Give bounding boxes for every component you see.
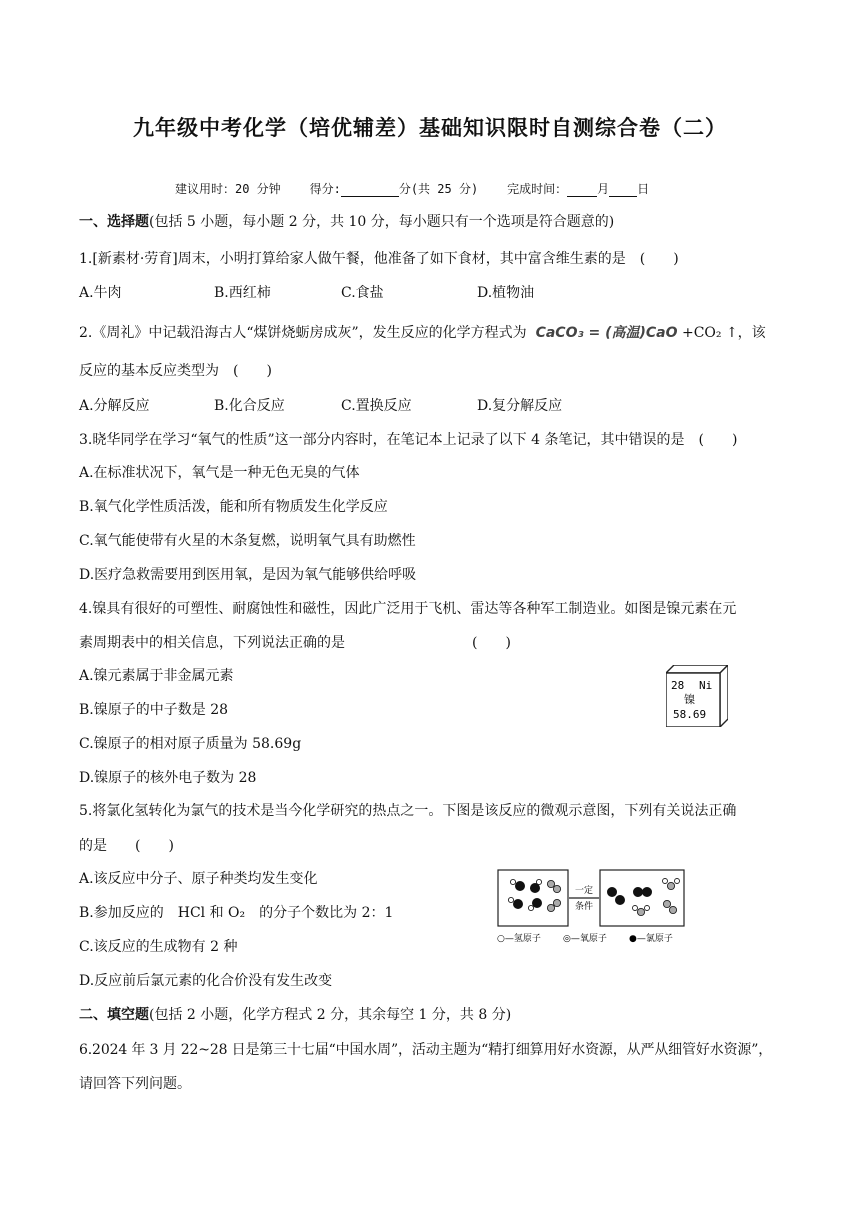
score-label: 得分: <box>309 182 341 196</box>
suggested-time: 建议用时：20 分钟 <box>175 182 281 196</box>
q5-option-d[interactable]: D.反应前后氯元素的化合价没有发生改变 <box>79 973 333 989</box>
q4-option-c[interactable]: C.镍原子的相对原子质量为 58.69g <box>79 736 302 752</box>
section1-heading <box>79 211 614 231</box>
q5-option-b[interactable]: B.参加反应的 HCl 和 O₂ 的分子个数比为 2：1 <box>79 905 394 921</box>
q4-answer-paren: ( ) <box>472 635 511 651</box>
day-label: 日 <box>637 182 650 196</box>
q1-stem: 1.[新素材·劳育]周末，小明打算给家人做午餐，他准备了如下食材，其中富含维生素的是 ( ) <box>79 251 679 267</box>
q4-stem: 4.镍具有很好的可塑性、耐腐蚀性和磁性，因此广泛用于飞机、雷达等各种军工制造业。如图是镍元素在元 <box>79 601 737 617</box>
q1-option-d[interactable]: D.植物油 <box>477 285 535 301</box>
exam-meta <box>175 180 649 197</box>
q2-option-b[interactable]: B.化合反应 <box>214 398 285 414</box>
finish-label: 完成时间： <box>507 182 568 196</box>
section2-heading <box>79 1004 511 1024</box>
q2-option-c[interactable]: C.置换反应 <box>341 398 412 414</box>
q2-stem <box>79 322 766 342</box>
q5-stem-2: 的是 ( ) <box>79 838 174 854</box>
q3-option-a[interactable]: A.在标准状况下，氧气是一种无色无臭的气体 <box>79 465 360 481</box>
month-label: 月 <box>597 182 610 196</box>
q6-stem-2: 请回答下列问题。 <box>79 1076 191 1092</box>
day-blank[interactable] <box>609 184 637 197</box>
section2-note: (包括 2 小题，化学方程式 2 分，其余每空 1 分，共 8 分) <box>149 1007 512 1023</box>
section1-note: (包括 5 小题，每小题 2 分，共 10 分，每小题只有一个选项是符合题意的) <box>149 214 615 230</box>
condition-line-2: 条件 <box>574 902 594 912</box>
q2-stem-2: 反应的基本反应类型为 ( ) <box>79 363 272 379</box>
q3-option-b[interactable]: B.氧气化学性质活泼，能和所有物质发生化学反应 <box>79 499 388 515</box>
nickel-element-card <box>666 665 728 727</box>
reactants-box <box>498 870 568 926</box>
q4-option-b[interactable]: B.镍原子的中子数是 28 <box>79 702 229 718</box>
element-number: 28 <box>671 679 685 692</box>
q2-formula: CaCO₃ = (高温)CaO <box>535 325 678 341</box>
q1-option-b[interactable]: B.西红柿 <box>214 285 271 301</box>
q5-option-a[interactable]: A.该反应中分子、原子种类均发生变化 <box>79 871 318 887</box>
q2-stem-tail: +CO₂ ↑，该 <box>681 325 766 341</box>
page-title: 九年级中考化学（培优辅差）基础知识限时自测综合卷（二） <box>133 116 727 140</box>
q2-option-d[interactable]: D.复分解反应 <box>477 398 563 414</box>
condition-line-1: 一定 <box>574 886 594 896</box>
q1-option-a[interactable]: A.牛肉 <box>79 285 122 301</box>
element-symbol: Ni <box>699 679 713 692</box>
legend-chlorine: ●—氯原子 <box>629 934 673 944</box>
section1-title: 一、选择题 <box>79 214 149 230</box>
products-box <box>600 870 684 926</box>
q4-option-a[interactable]: A.镍元素属于非金属元素 <box>79 668 234 684</box>
section2-title: 二、填空题 <box>79 1007 149 1023</box>
q3-option-d[interactable]: D.医疗急救需要用到医用氧，是因为氧气能够供给呼吸 <box>79 567 417 583</box>
q5-stem: 5.将氯化氢转化为氯气的技术是当今化学研究的热点之一。下图是该反应的微观示意图，下列有关说法正确 <box>79 803 737 819</box>
q4-option-d[interactable]: D.镍原子的核外电子数为 28 <box>79 770 257 786</box>
score-blank[interactable] <box>341 184 399 197</box>
legend-oxygen: ◎—氧原子 <box>563 934 607 944</box>
element-mass: 58.69 <box>673 708 707 721</box>
q4-stem-2 <box>79 632 511 652</box>
month-blank[interactable] <box>567 184 597 197</box>
q3-stem: 3.晓华同学在学习“氧气的性质”这一部分内容时，在笔记本上记录了以下 4 条笔记，其中错误的是 ( ) <box>79 432 738 448</box>
q2-stem-text: 2.《周礼》中记载沿海古人“煤饼烧蛎房成灰”，发生反应的化学方程式为 <box>79 325 527 341</box>
legend-hydrogen: ○—氢原子 <box>497 934 541 944</box>
q6-stem: 6.2024 年 3 月 22~28 日是第三十七届“中国水周”，活动主题为“精打细算用好水资源，从严从细管好水资源”， <box>79 1042 773 1058</box>
q2-option-a[interactable]: A.分解反应 <box>79 398 150 414</box>
element-name: 镍 <box>684 693 695 706</box>
reaction-micro-diagram <box>495 868 695 948</box>
score-suffix: 分(共 25 分) <box>398 182 479 196</box>
q1-option-c[interactable]: C.食盐 <box>341 285 384 301</box>
q5-option-c[interactable]: C.该反应的生成物有 2 种 <box>79 939 238 955</box>
q3-option-c[interactable]: C.氧气能使带有火星的木条复燃，说明氧气具有助燃性 <box>79 533 416 549</box>
q4-stem-text: 素周期表中的相关信息，下列说法正确的是 <box>79 635 345 651</box>
